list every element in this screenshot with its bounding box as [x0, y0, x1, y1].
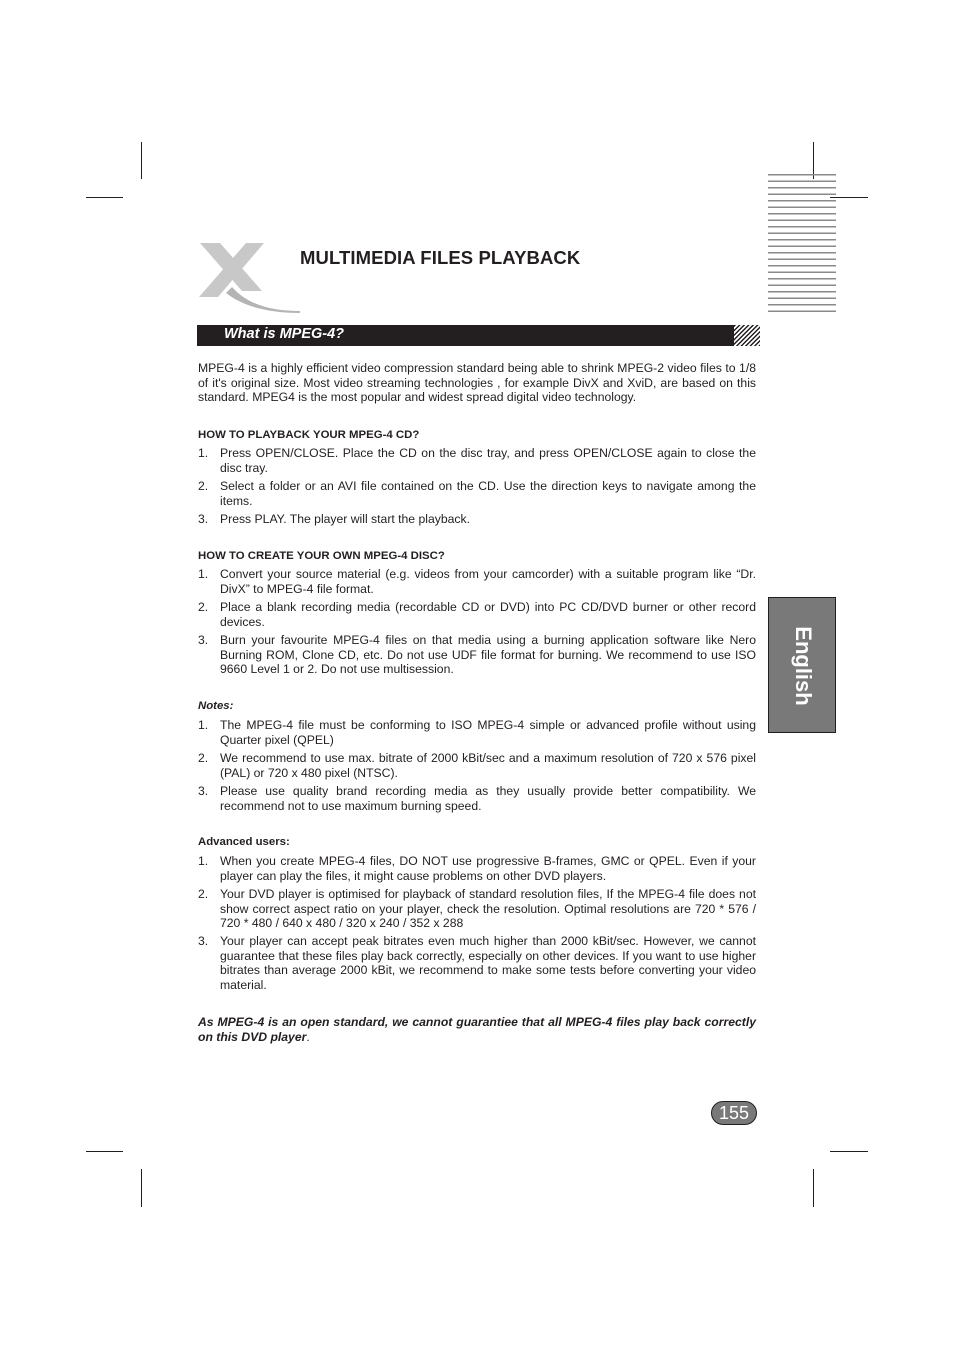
- page-number: 155: [718, 1103, 750, 1123]
- list-item-number: 1.: [198, 446, 209, 460]
- page-title: MULTIMEDIA FILES PLAYBACK: [300, 247, 581, 268]
- list-item: [198, 887, 756, 931]
- list-item: [198, 718, 756, 747]
- list-item-text: We recommend to use max. bitrate of 2000 kBit/sec and a maximum resolution of 720 x 576 pixel (PAL) or 720 x 480 pixel (NTSC).: [220, 751, 756, 780]
- closing-text: As MPEG-4 is an open standard, we cannot guarantiee that all MPEG-4 files play back correctly on this DVD player: [198, 1015, 756, 1044]
- list-item-number: 3.: [198, 633, 209, 647]
- list-item-text: Convert your source material (e.g. videos from your camcorder) with a suitable program like “Dr. DivX” to MPEG-4 file format.: [220, 567, 756, 596]
- list-item-text: Press PLAY. The player will start the playback.: [220, 512, 470, 526]
- list-item-number: 3.: [198, 512, 209, 526]
- list-item: [198, 446, 756, 475]
- language-tab-label: English: [791, 626, 816, 706]
- list-item: [198, 633, 756, 677]
- list-item-number: 3.: [198, 784, 209, 798]
- crop-mark: [86, 197, 123, 198]
- list-item-number: 2.: [198, 600, 209, 614]
- list-item-text: Your player can accept peak bitrates even much higher than 2000 kBit/sec. However, we cannot guarantee that these files play back correctly, especially on other devices. If you want to use higher bitrates than average 2000 kBit, we recommend to make some tests before converting your video material.: [220, 934, 756, 992]
- list-item: [198, 751, 756, 780]
- list-item-text: The MPEG-4 file must be conforming to ISO MPEG-4 simple or advanced profile without using Quarter pixel (QPEL): [220, 718, 756, 747]
- advanced-heading: Advanced users:: [198, 836, 290, 848]
- list-item: [198, 567, 756, 596]
- crop-mark: [141, 1169, 142, 1207]
- notes-heading: Notes:: [198, 700, 234, 712]
- list-item-text: Your DVD player is optimised for playback of standard resolution files, If the MPEG-4 file does not show correct aspect ratio on your player, check the resolution. Optimal resolutions are 720 * 576 / 720 * 480 / 640 x 480 / 320 x 240 / 352 x 288: [220, 887, 756, 930]
- list-item-number: 1.: [198, 567, 209, 581]
- list-item-number: 1.: [198, 718, 209, 732]
- page-number-badge: [711, 1101, 757, 1125]
- crop-mark: [141, 142, 142, 179]
- crop-mark: [813, 1169, 814, 1207]
- section-title: What is MPEG-4?: [224, 326, 345, 342]
- closing-period: .: [306, 1030, 310, 1044]
- list-item-text: Press OPEN/CLOSE. Place the CD on the disc tray, and press OPEN/CLOSE again to close the disc tray.: [220, 446, 756, 475]
- list-item: [198, 512, 756, 527]
- list-item-number: 2.: [198, 887, 209, 901]
- list-item-number: 2.: [198, 751, 209, 765]
- create-heading: HOW TO CREATE YOUR OWN MPEG-4 DISC?: [198, 550, 445, 562]
- list-item: [198, 784, 756, 813]
- list-item-text: When you create MPEG-4 files, DO NOT use progressive B-frames, GMC or QPEL. Even if your player can play the files, it might cause problems on other DVD players.: [220, 854, 756, 883]
- crop-mark: [86, 1151, 123, 1152]
- list-item-number: 3.: [198, 934, 209, 948]
- playback-heading: HOW TO PLAYBACK YOUR MPEG-4 CD?: [198, 429, 420, 441]
- intro-paragraph: MPEG-4 is a highly efficient video compression standard being able to shrink MPEG-2 video files to 1/8 of it's original size. Most video streaming technologies , for example DivX and XviD, are based on this standard. MPEG4 is the most popular and widest spread digital video technology.: [198, 361, 756, 404]
- list-item-text: Burn your favourite MPEG-4 files on that media using a burning application software like Nero Burning ROM, Clone CD, etc. Do not use UDF file format for burning. We recommend to use ISO 9660 Level 1 or 2. Do not use multisession.: [220, 633, 756, 676]
- list-item: [198, 600, 756, 629]
- language-tab: [768, 597, 836, 733]
- list-item-number: 1.: [198, 854, 209, 868]
- section-bar-hatch: [734, 325, 760, 346]
- list-item-text: Select a folder or an AVI file contained on the CD. Use the direction keys to navigate among the items.: [220, 479, 756, 508]
- decorative-stripes: [768, 174, 836, 314]
- crop-mark: [830, 1151, 868, 1152]
- list-item-text: Please use quality brand recording media as they usually provide better compatibility. We recommend not to use maximum burning speed.: [220, 784, 756, 813]
- list-item: [198, 479, 756, 508]
- x-logo-icon: [196, 241, 302, 313]
- list-item-text: Place a blank recording media (recordable CD or DVD) into PC CD/DVD burner or other record devices.: [220, 600, 756, 629]
- list-item-number: 2.: [198, 479, 209, 493]
- list-item: [198, 854, 756, 883]
- list-item: [198, 934, 756, 992]
- closing-statement: [198, 1015, 756, 1045]
